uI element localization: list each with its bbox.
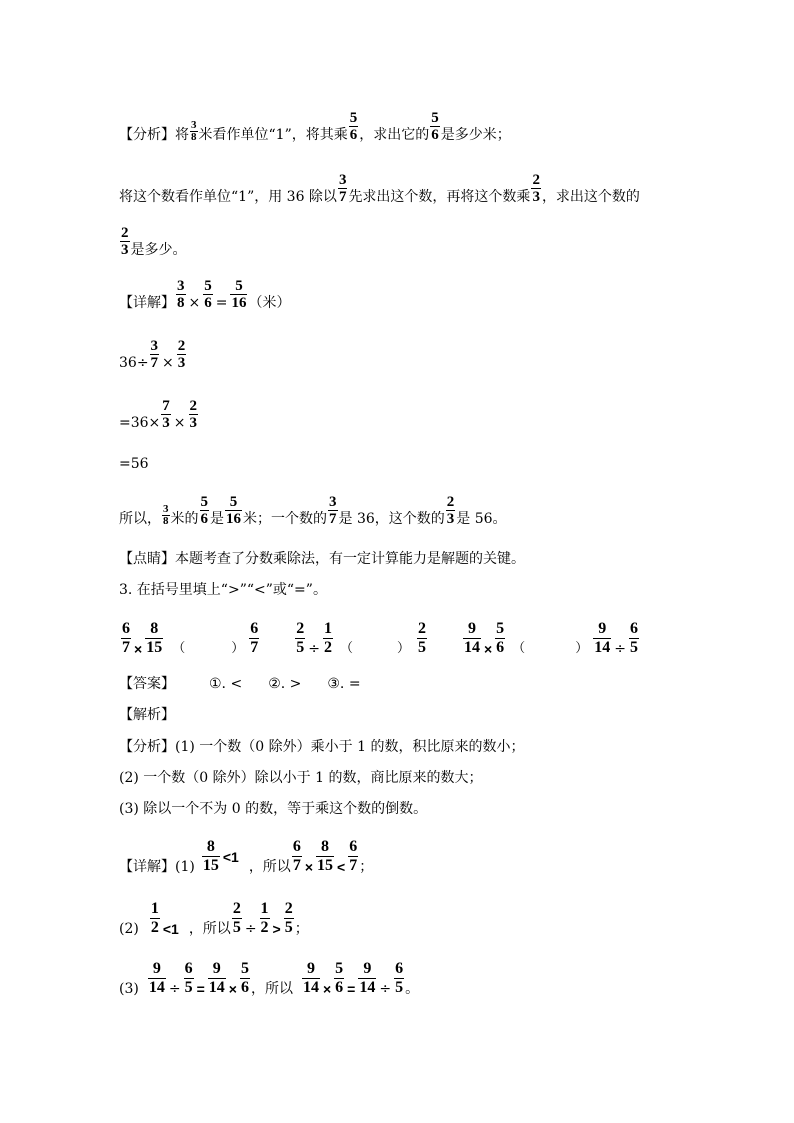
fraction: $\frac{2}{3}$ [189, 398, 198, 431]
fraction: $\frac{8}{15}$ [146, 620, 163, 656]
text: 所以， [119, 511, 161, 527]
answer-1: ①. < [209, 676, 243, 692]
fraction: $\frac{8}{15}$ [317, 838, 333, 874]
fraction: $\frac{2}{5}$ [232, 900, 241, 936]
fraction: $\frac{5}{6}$ [200, 494, 208, 527]
fraction: $\frac{3}{8}$ [163, 503, 169, 527]
text: =56 [119, 456, 149, 472]
comment-line [119, 551, 525, 567]
fraction: $\frac{6}{7}$ [122, 620, 130, 656]
text: 是 56。 [456, 511, 507, 527]
fraction: $\frac{2}{3}$ [177, 338, 186, 371]
fraction: $\frac{5}{6}$ [240, 960, 249, 996]
detail-b-line-2 [119, 900, 309, 937]
operator: × [162, 355, 174, 371]
text: 。 [405, 981, 420, 997]
operator: ÷ [614, 641, 626, 657]
fraction: $\frac{9}{14}$ [208, 960, 225, 996]
blank-left-paren: （ [172, 641, 186, 656]
equals: = [196, 981, 205, 997]
fraction: $\frac{2}{5}$ [284, 900, 293, 936]
fraction: $\frac{3}{8}$ [177, 278, 185, 311]
fraction: $\frac{8}{15}$ [202, 838, 219, 874]
fraction: $\frac{3}{7}$ [329, 494, 337, 527]
jiexi-tag: 【解析】 [119, 707, 175, 723]
blank-left-paren: （ [339, 641, 353, 656]
text: =36× [119, 415, 161, 431]
fraction: $\frac{5}{6}$ [431, 110, 439, 143]
blank-right-paren: ） [575, 641, 589, 656]
text: (1) 一个数（0 除外）乘小于 1 的数，积比原来的数小； [175, 739, 525, 755]
conclusion-line [119, 494, 507, 527]
fraction: $\frac{6}{7}$ [292, 838, 301, 874]
fraction: $\frac{6}{5}$ [629, 620, 638, 656]
fraction: $\frac{1}{2}$ [323, 620, 332, 656]
comparison: > [272, 921, 281, 937]
answer-tag: 【答案】 [119, 676, 175, 692]
comment-text: 本题考查了分数乘除法，有一定计算能力是解题的关键。 [175, 551, 525, 567]
question-3 [119, 582, 327, 598]
analysis-tag: 【分析】 [119, 739, 175, 755]
comment-tag: 【点睛】 [119, 551, 175, 567]
comparison: <1 [162, 921, 179, 937]
text: 米的 [170, 511, 199, 527]
analysis-line-3 [119, 225, 187, 258]
text: 先求出这个数，再将这个数乘 [348, 189, 531, 205]
text: ，所以 [248, 859, 291, 875]
fraction: $\frac{2}{5}$ [296, 620, 305, 656]
text: ，所以 [250, 981, 293, 997]
detail-tag: 【详解】(1) [119, 859, 195, 875]
blank-right-paren: ） [396, 641, 410, 656]
operator: × [134, 641, 143, 657]
text: 米；一个数的 [243, 511, 327, 527]
answer-2: ②. > [268, 676, 302, 692]
fraction: $\frac{6}{5}$ [184, 960, 193, 996]
detail-tag: (2) [119, 921, 139, 937]
text: 将 [175, 127, 189, 143]
detail-b-line-1 [119, 838, 373, 875]
blank-left-paren: （ [512, 641, 526, 656]
comparison: < [337, 859, 346, 875]
fraction: $\frac{5}{16}$ [231, 278, 247, 311]
question-text: 3. 在括号里填上“>”“<”或“=”。 [119, 582, 327, 598]
fraction: $\frac{6}{7}$ [349, 838, 358, 874]
analysis-line-2 [119, 172, 640, 205]
fraction: $\frac{9}{14}$ [359, 960, 376, 996]
detail-tag: (3) [119, 981, 139, 997]
fraction: $\frac{7}{3}$ [162, 398, 170, 431]
fraction: $\frac{3}{8}$ [191, 119, 197, 143]
detail-b-line-3 [119, 960, 419, 997]
text: ； [359, 859, 374, 875]
fraction: $\frac{2}{5}$ [417, 620, 426, 656]
calc-line-3 [119, 456, 149, 472]
analysis-b-line-1 [119, 739, 524, 755]
operator: × [228, 981, 237, 997]
fraction: $\frac{5}{16}$ [226, 494, 241, 527]
fraction: $\frac{5}{6}$ [204, 278, 212, 311]
text: (2) 一个数（0 除外）除以小于 1 的数，商比原来的数大； [119, 770, 483, 786]
fraction: $\frac{9}{14}$ [463, 620, 480, 656]
operator: ÷ [168, 981, 181, 997]
detail-line-1 [119, 278, 290, 311]
operator: = [215, 295, 228, 311]
fraction: $\frac{5}{6}$ [335, 960, 344, 996]
operator: × [304, 859, 313, 875]
text: 是多少米； [440, 127, 511, 143]
operator: × [322, 981, 332, 997]
text: ； [294, 921, 309, 937]
fraction: $\frac{3}{7}$ [338, 172, 347, 205]
calc-line-2 [119, 398, 199, 431]
text: 36÷ [119, 355, 149, 371]
fraction: $\frac{1}{2}$ [150, 900, 159, 936]
text: 是 36，这个数的 [338, 511, 445, 527]
fraction: $\frac{9}{14}$ [302, 960, 319, 996]
blank-right-paren: ） [231, 641, 245, 656]
text: ，求出这个数的 [541, 189, 640, 205]
fraction: $\frac{2}{3}$ [121, 225, 129, 258]
fraction: $\frac{2}{3}$ [532, 172, 540, 205]
operator: ÷ [244, 921, 257, 937]
text: ，所以 [188, 921, 231, 937]
fraction: $\frac{9}{14}$ [594, 620, 611, 656]
operator: × [173, 415, 186, 431]
text: 将这个数看作单位“1”，用 36 除以 [119, 189, 337, 205]
calc-line-1 [119, 338, 187, 371]
analysis-b-line-2 [119, 770, 482, 786]
answer-line [119, 676, 361, 692]
analysis-tag: 【分析】 [119, 127, 175, 143]
answer-3: ③. = [327, 676, 361, 692]
fraction: $\frac{9}{14}$ [148, 960, 165, 996]
operator: × [188, 295, 201, 311]
text: 是 [210, 511, 224, 527]
fraction: $\frac{6}{5}$ [395, 960, 404, 996]
text: (3) 除以一个不为 0 的数，等于乘这个数的倒数。 [119, 801, 428, 817]
fraction: $\frac{5}{6}$ [496, 620, 505, 656]
fraction: $\frac{3}{7}$ [150, 338, 159, 371]
operator: ÷ [379, 981, 392, 997]
fraction: $\frac{6}{7}$ [250, 620, 259, 656]
fraction: $\frac{1}{2}$ [260, 900, 269, 936]
operator: × [483, 641, 493, 657]
fraction: $\frac{2}{3}$ [446, 494, 455, 527]
operator: ÷ [308, 641, 320, 657]
text: 米看作单位“1”，将其乘 [198, 127, 348, 143]
analysis-line-1 [119, 110, 511, 143]
text: 是多少。 [130, 242, 187, 258]
comparison: <1 [222, 848, 239, 865]
unit: （米） [248, 295, 291, 311]
problems-row [120, 620, 640, 657]
analysis-heading [119, 707, 175, 723]
analysis-b-line-3 [119, 801, 427, 817]
text: ，求出它的 [359, 127, 430, 143]
fraction: $\frac{5}{6}$ [349, 110, 358, 143]
detail-tag: 【详解】 [119, 295, 175, 311]
equals: = [347, 981, 356, 997]
